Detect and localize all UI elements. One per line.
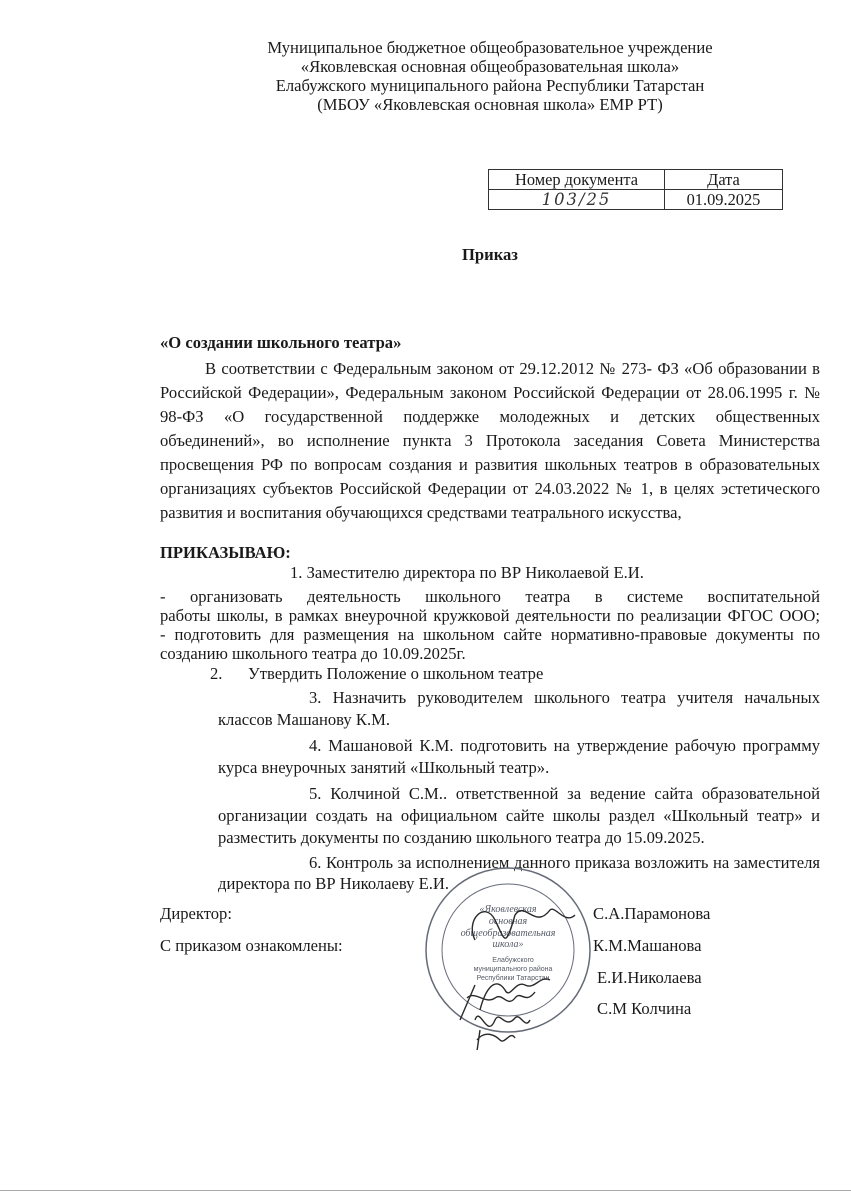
mashanova-signature [480,979,550,1010]
number-header: Номер документа [489,170,665,190]
org-name-line-1: Муниципальное бюджетное общеобразовательное учреждение [267,38,713,57]
stamp-text: основная [488,916,528,927]
item-4-line: 4. Машановой К.М. подготовить на утверждение рабочую программу [309,736,820,755]
preamble-line: 98-ФЗ «О государственной поддержке молодежных и детских общественных [160,407,820,426]
order-heading: ПРИКАЗЫВАЮ: [160,543,291,562]
item-1-title: 1. Заместителю директора по ВР Николаевой Е.И. [290,563,644,582]
document-type-title: Приказ [462,245,518,264]
stamp-text: муниципального района [473,966,553,973]
item-5-line: 5. Колчиной С.М.. ответственной за ведение сайта образовательной [309,784,820,803]
stamp-text: «Яковлевская [479,904,537,915]
item-5-line: разместить документы по созданию школьного театра до 15.09.2025. [218,828,705,847]
stamp-text: Республики Татарстан [476,975,550,982]
preamble-line: Российской Федерации», Федеральным законом Российской Федерации от 28.06.1995 г. № [160,383,820,402]
stamp-text: школа» [492,939,524,950]
director-name: С.А.Парамонова [593,904,711,923]
scan-edge-line [0,1190,851,1191]
item-1-line: созданию школьного театра до 10.09.2025г. [160,644,466,663]
item-4-line: курса внеурочных занятий «Школьный театр». [218,758,550,777]
item-2-text: Утвердить Положение о школьном театре [248,664,544,683]
org-name-line-3: Елабужского муниципального района Республики Татарстан [275,76,705,95]
acknowledged-name: Е.И.Николаева [597,968,702,987]
preamble-line: организациях субъектов Российской Федерации от 24.03.2022 № 1, в целях эстетического [160,479,820,498]
item-1-line: - организовать деятельность школьного театра в системе воспитательной [160,587,820,606]
item-3-line: классов Машанову К.М. [218,710,390,729]
preamble-line: объединений», во исполнение пункта 3 Протокола заседания Совета Министерства [160,431,820,450]
document-number-handwritten: 103/25 [489,190,665,210]
item-3-line: 3. Назначить руководителем школьного театра учителя начальных [309,688,820,707]
stamp-text: общеобразовательная [460,928,556,939]
item-6-line: 6. Контроль за исполнением данного приказа возложить на заместителя [309,853,820,872]
acknowledged-name: К.М.Машанова [593,936,702,955]
director-label: Директор: [160,904,232,923]
stamp-text: Елабужского [492,957,534,964]
date-header: Дата [665,170,783,190]
item-5-line: организации создать на официальном сайте школы раздел «Школьный театр» и [218,806,820,825]
document-number-table [488,169,783,210]
director-signature [472,909,575,940]
item-1-line: - подготовить для размещения на школьном сайте нормативно-правовые документы по [160,625,820,644]
preamble-line: развития и воспитания обучающихся средствами театрального искусства, [160,503,682,522]
kolchina-signature [475,1030,515,1050]
item-6-line: директора по ВР Николаеву Е.И. [218,874,450,893]
preamble-line: просвещения РФ по вопросам создания и развития школьных театров в образовательных [160,455,820,474]
document-date: 01.09.2025 [665,190,783,210]
acknowledged-name: С.М Колчина [597,999,692,1018]
nikolaeva-signature [467,992,535,1001]
org-name-line-4: (МБОУ «Яковлевская основная школа» ЕМР РТ) [317,95,663,114]
handwritten-signatures [455,880,605,1050]
item-2-number: 2. [210,664,223,683]
org-name-line-2: «Яковлевская основная общеобразовательная школа» [300,57,680,76]
order-subject: «О создании школьного театра» [160,333,402,352]
acknowledged-label: С приказом ознакомлены: [160,936,343,955]
preamble-line: В соответствии с Федеральным законом от 29.12.2012 № 273- ФЗ «Об образовании в [205,359,820,378]
item-1-line: работы школы, в рамках внеурочной кружковой деятельности по реализации ФГОС ООО; [160,606,820,625]
